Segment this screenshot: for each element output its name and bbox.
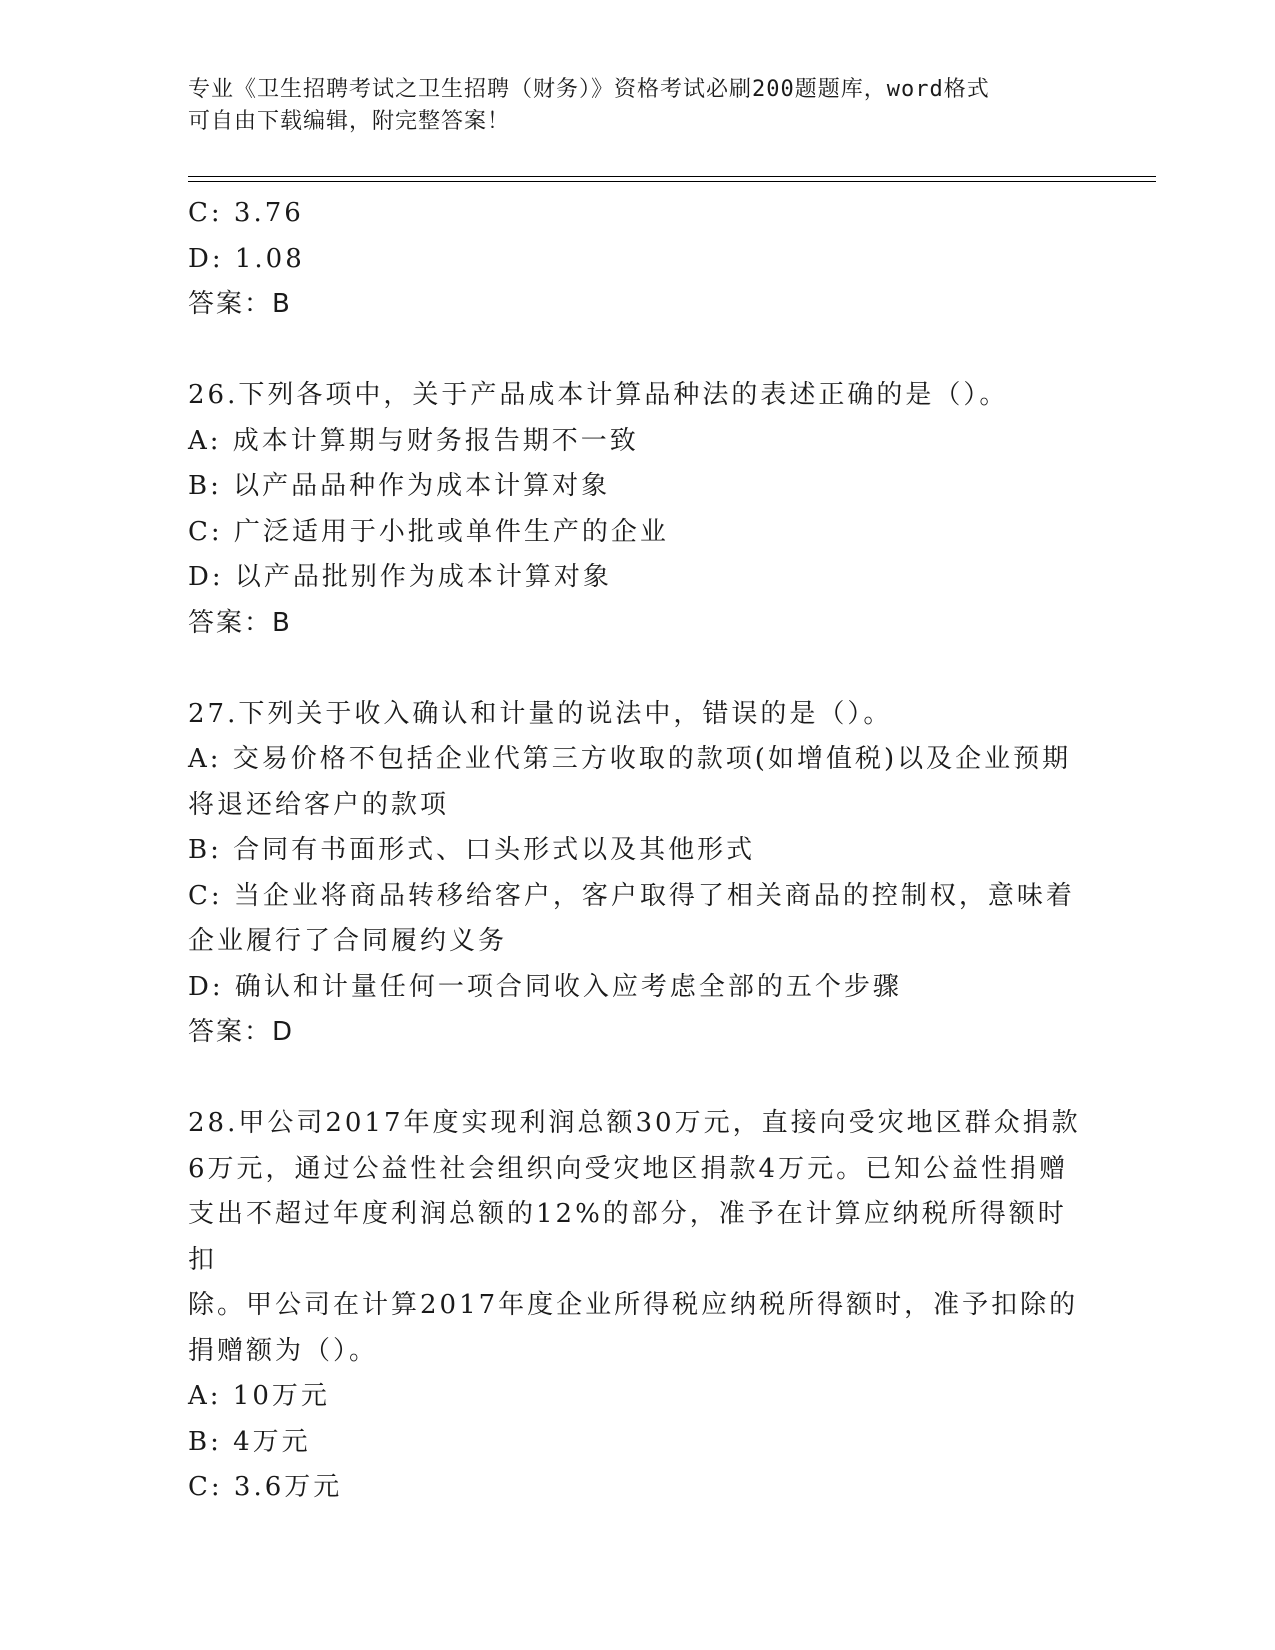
question-stem-continued: 除。甲公司在计算2017年度企业所得税应纳税所得额时，准予扣除的: [188, 1290, 1079, 1320]
spacer: [188, 1056, 1088, 1102]
question-stem-continued: 6万元，通过公益性社会组织向受灾地区捐款4万元。已知公益性捐赠: [188, 1153, 1069, 1184]
option-c-continued: 企业履行了合同履约义务: [188, 926, 508, 956]
question-stem: 28.甲公司2017年度实现利润总额30万元，直接向受灾地区群众捐款: [188, 1108, 1081, 1138]
header-line-2: 可自由下载编辑，附完整答案！: [188, 109, 511, 134]
option-a: A: 交易价格不包括企业代第三方收取的款项(如增值税)以及企业预期: [188, 744, 1072, 774]
spacer: [188, 328, 1088, 374]
header-divider-top: [188, 176, 1156, 177]
option-d: D: 1.08: [188, 243, 305, 274]
option-d: D: 确认和计量任何一项合同收入应考虑全部的五个步骤: [188, 971, 902, 1002]
option-b: B: 4万元: [188, 1426, 311, 1457]
option-c: C: 广泛适用于小批或单件生产的企业: [188, 516, 669, 547]
question-27: [188, 692, 1088, 1056]
question-stem: 27.下列关于收入确认和计量的说法中，错误的是（）。: [188, 698, 893, 729]
option-d: D: 以产品批别作为成本计算对象: [188, 562, 612, 592]
question-26: [188, 373, 1088, 646]
spacer: [188, 646, 1088, 692]
header-line-1: 专业《卫生招聘考试之卫生招聘（财务）》资格考试必刷200题题库，word格式: [188, 77, 990, 102]
option-b: B: 以产品品种作为成本计算对象: [188, 471, 611, 501]
option-a: A: 成本计算期与财务报告期不一致: [188, 425, 639, 456]
option-c: C: 3.76: [188, 198, 304, 228]
answer-line: 答案：B: [188, 607, 292, 638]
document-header: [188, 74, 1088, 138]
question-stem-continued: 捐赠额为（）。: [188, 1335, 379, 1366]
question-28: [188, 1101, 1088, 1511]
option-c: C: 当企业将商品转移给客户，客户取得了相关商品的控制权，意味着: [188, 880, 1075, 911]
option-a: A: 10万元: [188, 1381, 330, 1411]
header-divider-bottom: [188, 181, 1156, 182]
answer-line: 答案：D: [188, 1017, 295, 1047]
option-b: B: 合同有书面形式、口头形式以及其他形式: [188, 835, 756, 865]
option-a-continued: 将退还给客户的款项: [188, 789, 450, 820]
question-stem-continued: 支出不超过年度利润总额的12%的部分，准予在计算应纳税所得额时扣: [188, 1199, 1067, 1275]
question-stem: 26.下列各项中，关于产品成本计算品种法的表述正确的是（）。: [188, 380, 1009, 410]
question-content: [188, 191, 1088, 1511]
previous-question-tail: [188, 191, 1088, 328]
answer-line: 答案：B: [188, 289, 292, 319]
option-c: C: 3.6万元: [188, 1472, 343, 1502]
